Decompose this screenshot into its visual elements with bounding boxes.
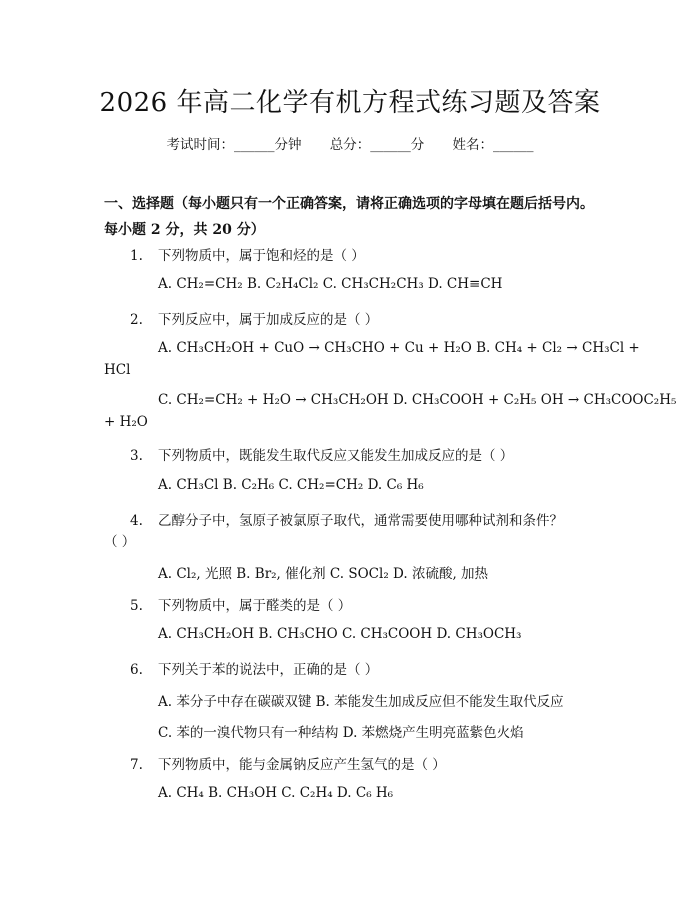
question-number: 3. (130, 448, 143, 464)
question-2-options-ab: A. CH₃CH₂OH + CuO → CH₃CHO + Cu + H₂O B. CH₄ + Cl₂ → CH₃Cl + (158, 340, 640, 356)
question-6-options-ab: A. 苯分子中存在碳碳双键 B. 苯能发生加成反应但不能发生取代反应 (158, 694, 564, 710)
question-text: 乙醇分子中，氢原子被氯原子取代，通常需要使用哪种试剂和条件？ (158, 513, 563, 529)
question-2-options-cd: C. CH₂=CH₂ + H₂O → CH₃CH₂OH D. CH₃COOH + C₂H₅ OH → CH₃COOC₂H₅ (158, 392, 677, 408)
question-2-options-ab-wrap: HCl (104, 362, 131, 378)
question-text: 下列关于苯的说法中，正确的是（ ） (158, 662, 379, 678)
question-5 (130, 594, 351, 614)
question-number: 4. (130, 513, 143, 529)
question-text: 下列物质中，既能发生取代反应又能发生加成反应的是（ ） (158, 448, 514, 464)
question-2-options-cd-wrap: + H₂O (104, 414, 148, 430)
question-3 (130, 444, 513, 464)
question-5-options: A. CH₃CH₂OH B. CH₃CHO C. CH₃COOH D. CH₃OCH₃ (158, 626, 522, 642)
question-2 (130, 308, 378, 328)
question-text: 下列物质中，属于醛类的是（ ） (158, 598, 352, 614)
question-number: 1. (130, 248, 143, 264)
question-number: 2. (130, 312, 143, 328)
question-1-options: A. CH₂=CH₂ B. C₂H₄Cl₂ C. CH₃CH₂CH₃ D. CH≡CH (158, 276, 503, 292)
question-number: 6. (130, 662, 143, 678)
section-heading-line-1: 一、选择题（每小题只有一个正确答案，请将正确选项的字母填在题后括号内。 (104, 196, 594, 212)
question-text: 下列反应中，属于加成反应的是（ ） (158, 312, 379, 328)
question-text: 下列物质中，属于饱和烃的是（ ） (158, 248, 365, 264)
section-heading (104, 191, 604, 243)
exam-time-field: 考试时间：______分钟 (166, 137, 302, 153)
question-7 (130, 753, 446, 773)
question-text: 下列物质中，能与金属钠反应产生氢气的是（ ） (158, 757, 446, 773)
page-title: 2026 年高二化学有机方程式练习题及答案 (99, 88, 601, 118)
question-4 (130, 509, 563, 529)
question-6-options-cd: C. 苯的一溴代物只有一种结构 D. 苯燃烧产生明亮蓝紫色火焰 (158, 725, 524, 741)
student-name-field: 姓名：______ (452, 137, 534, 153)
total-score-field: 总分：______分 (329, 137, 425, 153)
section-heading-line-2: 每小题 2 分，共 20 分） (104, 222, 265, 238)
question-4-options: A. Cl₂, 光照 B. Br₂, 催化剂 C. SOCl₂ D. 浓硫酸, 加热 (158, 566, 489, 582)
question-3-options: A. CH₃Cl B. C₂H₆ C. CH₂=CH₂ D. C₆ H₆ (158, 477, 424, 493)
question-number: 7. (130, 757, 143, 773)
question-1 (130, 244, 365, 264)
question-number: 5. (130, 598, 143, 614)
question-6 (130, 658, 378, 678)
exam-meta (0, 133, 700, 153)
question-4-text-wrap: （ ） (104, 534, 136, 550)
question-7-options: A. CH₄ B. CH₃OH C. C₂H₄ D. C₆ H₆ (158, 785, 394, 801)
